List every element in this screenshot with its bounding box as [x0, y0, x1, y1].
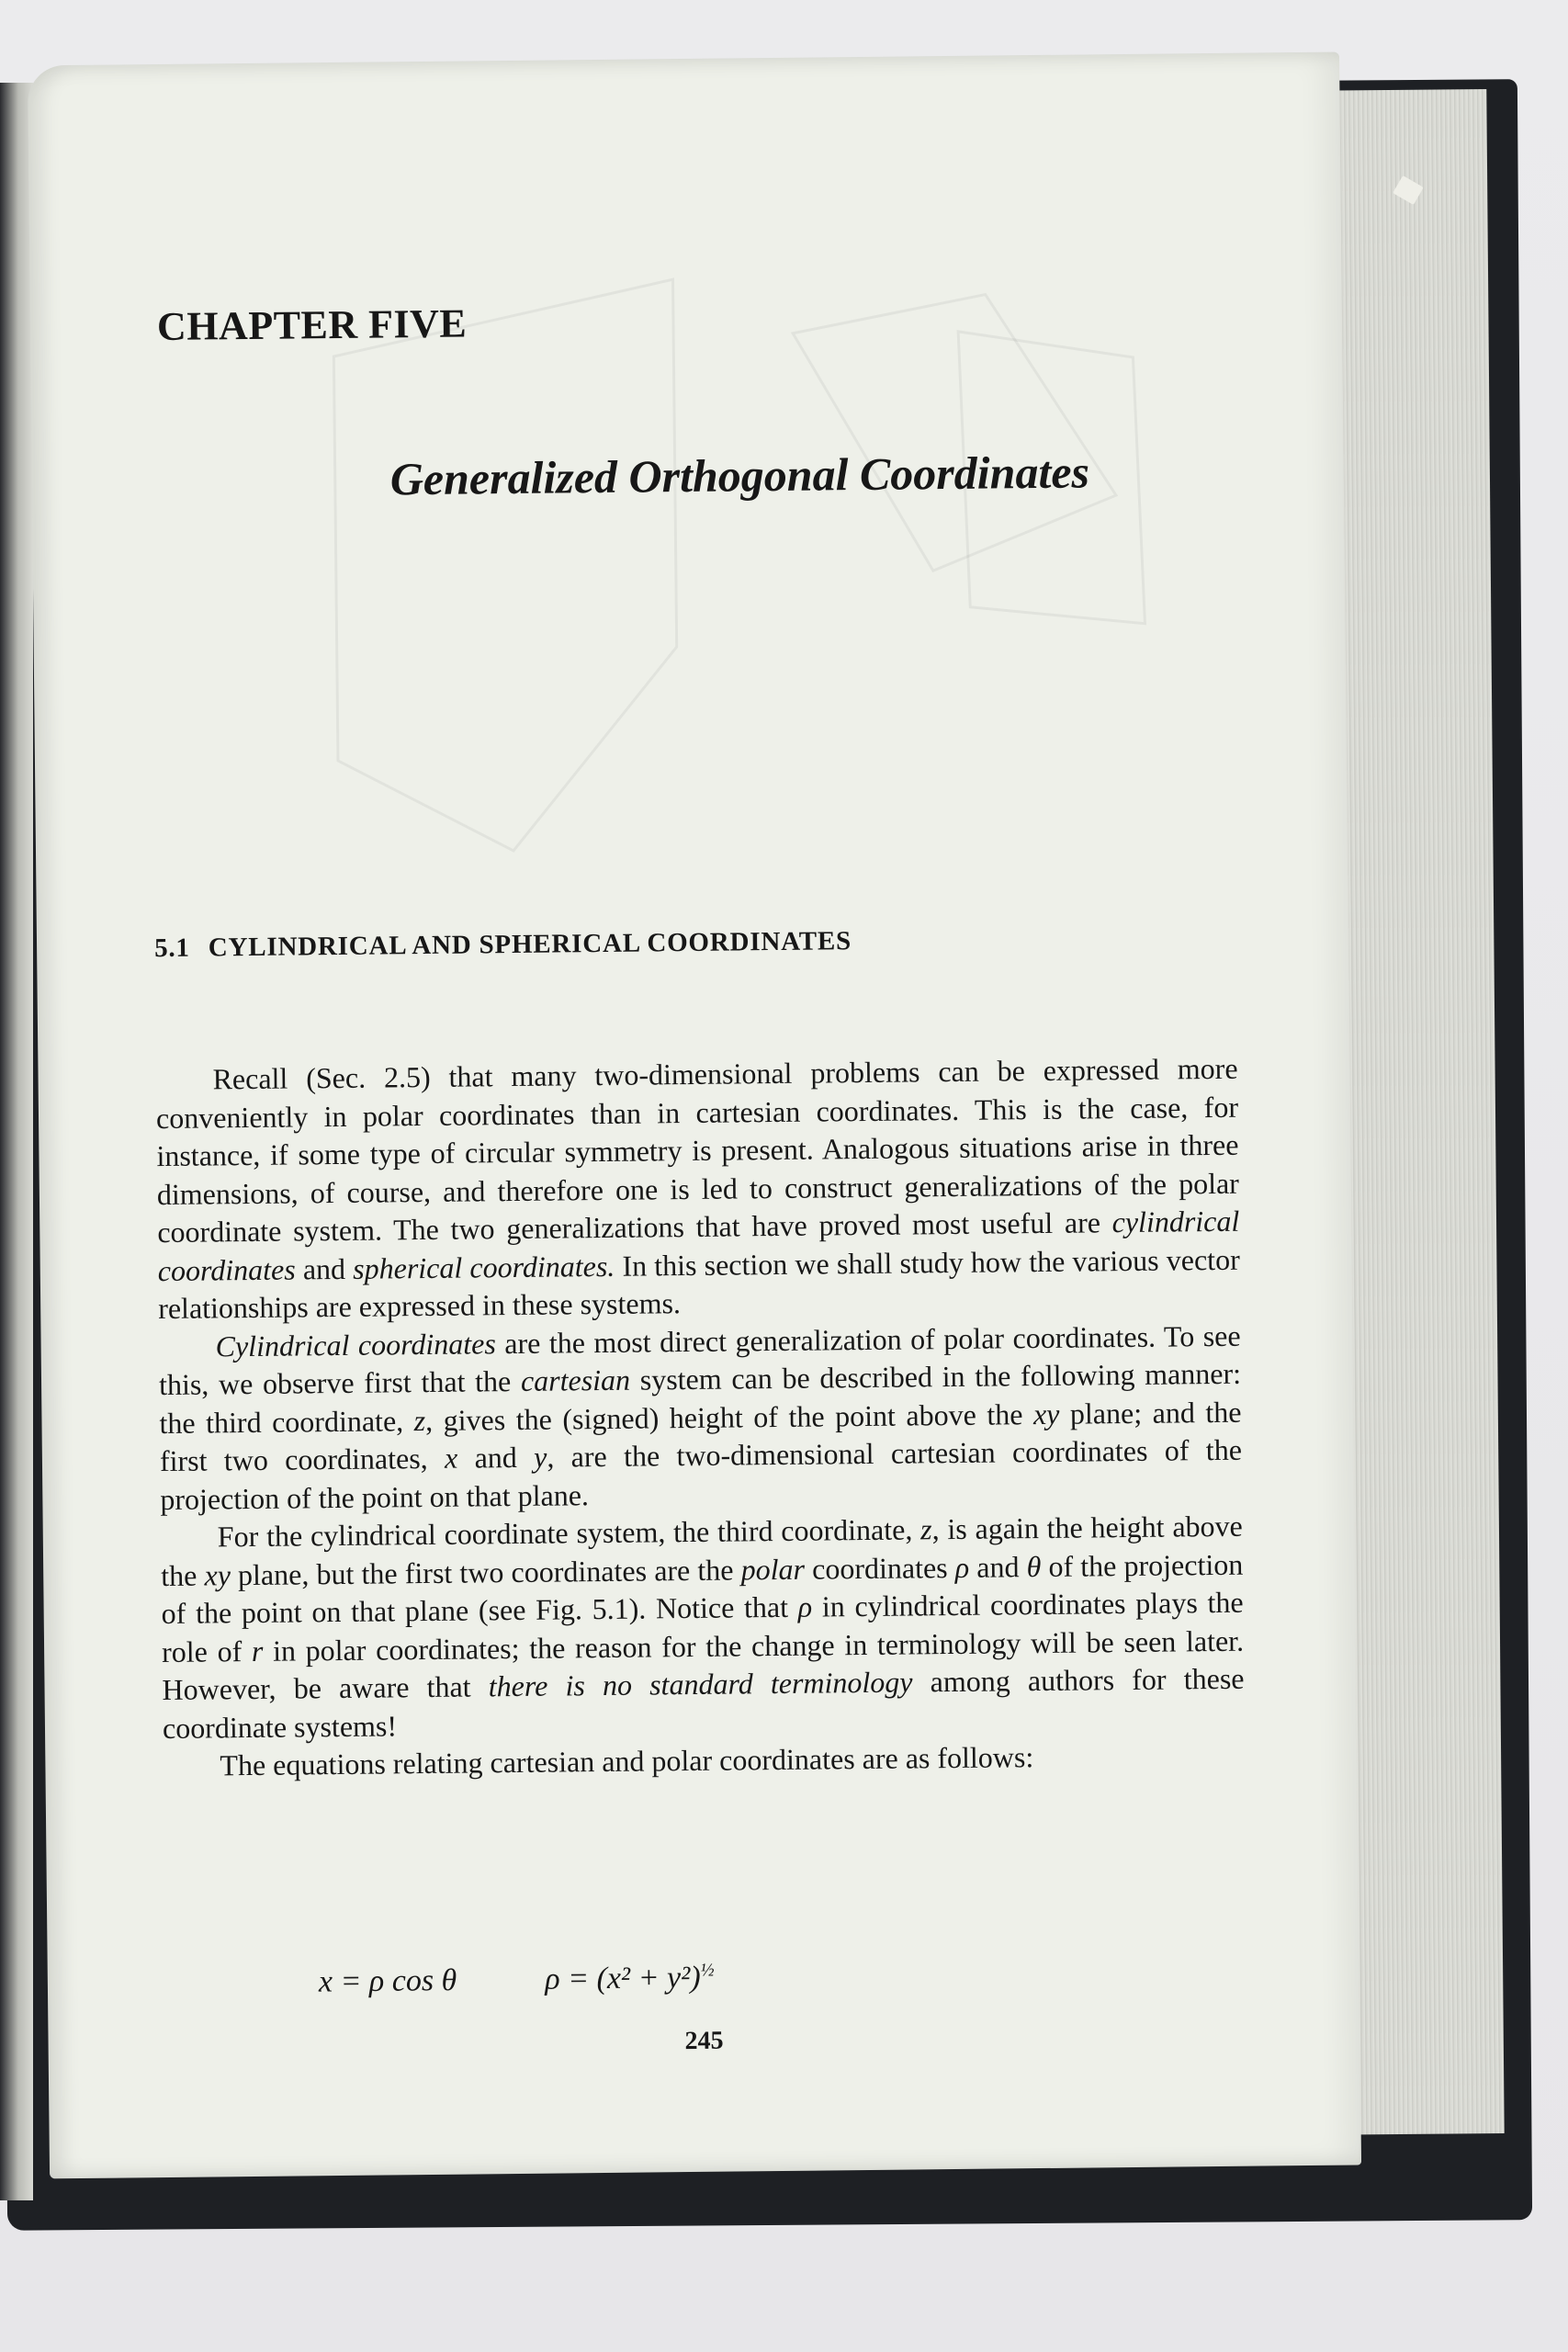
italic-run: spherical coordinates.: [352, 1249, 615, 1285]
text-run: in cylindrical coordinates plays the role of: [161, 1585, 1244, 1668]
section-title: CYLINDRICAL AND SPHERICAL COORDINATES: [208, 926, 852, 963]
italic-run: r: [251, 1634, 264, 1668]
text-run: , is again the height above the: [161, 1509, 1243, 1592]
text-run: among authors for these coordinate systems!: [162, 1661, 1245, 1745]
left-page-edge: [0, 83, 33, 2200]
body-text: [155, 1050, 1245, 1786]
text-run: For the cylindrical coordinate system, the third coordinate,: [217, 1512, 921, 1554]
italic-run: y: [533, 1440, 547, 1474]
text-run: system can be described in the following manner: the third coordinate,: [159, 1356, 1242, 1440]
equation-right: $\rho = (x^2 + y^2)^{\frac{1}{2}}$: [545, 1960, 715, 1997]
text-run: and: [457, 1440, 535, 1475]
italic-run: ρ: [797, 1589, 813, 1623]
italic-run: x: [444, 1441, 458, 1475]
section-number: 5.1: [153, 933, 190, 964]
italic-run: polar: [740, 1552, 806, 1586]
text-run: , are the two-dimensional cartesian coordinates of the projection of the point on that plane.: [160, 1432, 1243, 1516]
italic-run: ρ: [954, 1550, 970, 1584]
text-run: coordinates: [804, 1550, 955, 1586]
paragraph: [161, 1508, 1246, 1747]
italic-run: cartesian: [520, 1363, 631, 1397]
chapter-title: Generalized Orthogonal Coordinates: [389, 446, 1090, 505]
italic-run: there is no standard terminology: [488, 1665, 913, 1703]
paragraph: [155, 1050, 1240, 1329]
text-run: The equations relating cartesian and polar coordinates are as follows:: [220, 1740, 1034, 1782]
text-run: plane, but the first two coordinates are the: [230, 1552, 741, 1591]
text-run: of the projection of the point on that plane (see Fig. 5.1). Notice that: [161, 1547, 1244, 1631]
paragraph: [158, 1317, 1242, 1519]
text-run: plane; and the first two coordinates,: [159, 1395, 1242, 1478]
page-number: 245: [684, 2026, 724, 2056]
italic-run: z: [413, 1403, 426, 1437]
text-run: and: [295, 1251, 354, 1285]
italic-run: Cylindrical coordinates: [215, 1326, 496, 1363]
text-run: Recall (Sec. 2.5) that many two-dimensional problems can be expressed more conveniently in polar coordinates than in cartesian coordinates. This is the case, for instance, if some type of circular symmetry is present. Analogous situations arise in three dimensions, of course, and therefore one is led to construct generalizations of the polar coordinate system. The two generalizations that have proved most useful are: [155, 1051, 1240, 1250]
text-run: , gives the (signed) height of the point above the: [424, 1396, 1034, 1437]
equation: [319, 1961, 715, 2000]
text-run: are the most direct generalization of polar coordinates. To see this, we observe first that the: [158, 1318, 1241, 1402]
italic-run: xy: [204, 1557, 231, 1592]
text-run: In this section we shall study how the various vector relationships are expressed in these systems.: [158, 1242, 1240, 1326]
book-page: [28, 52, 1361, 2179]
italic-run: θ: [1026, 1549, 1042, 1583]
italic-run: z: [919, 1512, 932, 1546]
italic-run: cylindrical coordinates: [157, 1204, 1240, 1287]
chapter-label: CHAPTER FIVE: [156, 300, 468, 350]
text-run: and: [968, 1549, 1027, 1584]
equation-exponent: ½: [700, 1960, 715, 1981]
text-run: in polar coordinates; the reason for the change in terminology will be seen later. However, be aware that: [162, 1623, 1245, 1707]
italic-run: xy: [1032, 1396, 1060, 1430]
equation-left: x = ρ cos θ: [318, 1963, 457, 1999]
